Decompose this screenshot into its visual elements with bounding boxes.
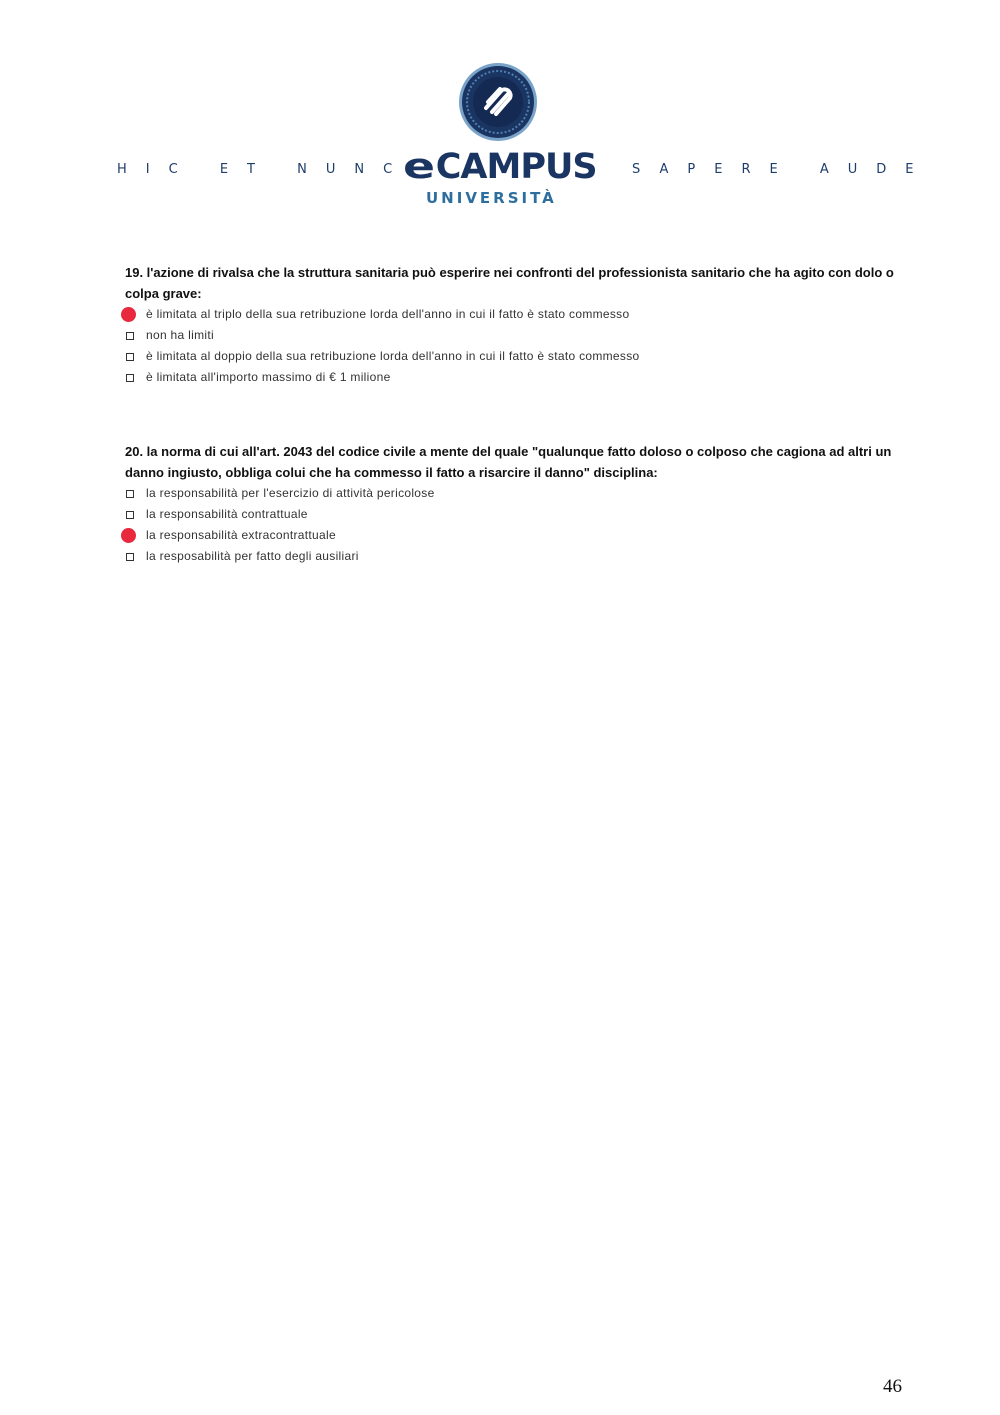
brand-name: CAMPUS xyxy=(435,147,597,187)
unchecked-box-icon xyxy=(125,367,137,388)
question-text: 20. la norma di cui all'art. 2043 del codice civile a mente del quale "qualunque fatto doloso o colposo che cagiona ad altri un danno ingiusto, obbliga colui che ha commesso il fatto a risarcire il danno" disciplina: xyxy=(125,444,892,480)
ecampus-seal-logo xyxy=(458,62,538,142)
motto-left: HIC ET NUNC xyxy=(117,162,412,177)
answer-label: è limitata all'importo massimo di € 1 milione xyxy=(146,370,391,384)
unchecked-box-icon xyxy=(125,325,137,346)
question-1 xyxy=(125,262,930,388)
answer-option[interactable] xyxy=(125,325,930,346)
selected-answer-dot-icon xyxy=(125,525,137,546)
answer-option[interactable] xyxy=(125,546,930,567)
answer-label: è limitata al doppio della sua retribuzione lorda dell'anno in cui il fatto è stato commesso xyxy=(146,349,640,363)
answer-label: la responsabilità extracontrattuale xyxy=(146,528,336,542)
selected-answer-dot-icon xyxy=(125,304,137,325)
answer-option[interactable] xyxy=(125,504,930,525)
answer-option[interactable] xyxy=(125,483,930,504)
answer-option[interactable] xyxy=(125,367,930,388)
answer-label: la resposabilità per fatto degli ausiliari xyxy=(146,549,359,563)
answer-option[interactable] xyxy=(125,525,930,546)
answer-option[interactable] xyxy=(125,304,930,325)
unchecked-box-icon xyxy=(125,346,137,367)
unchecked-box-icon xyxy=(125,546,137,567)
unchecked-box-icon xyxy=(125,504,137,525)
unchecked-box-icon xyxy=(125,483,137,504)
answer-label: non ha limiti xyxy=(146,328,214,342)
brand-prefix: e xyxy=(403,147,434,187)
page-number: 46 xyxy=(883,1376,902,1397)
brand-subtitle: UNIVERSITÀ xyxy=(426,189,557,207)
motto-right: SAPERE AUDE xyxy=(632,162,933,177)
question-2 xyxy=(125,441,930,567)
answer-label: la responsabilità contrattuale xyxy=(146,507,308,521)
answer-label: la responsabilità per l'esercizio di attività pericolose xyxy=(146,486,435,500)
brand-wordmark xyxy=(403,147,597,187)
answer-label: è limitata al triplo della sua retribuzione lorda dell'anno in cui il fatto è stato commesso xyxy=(146,307,630,321)
answer-option[interactable] xyxy=(125,346,930,367)
page-header xyxy=(0,0,1000,230)
question-text: 19. l'azione di rivalsa che la struttura sanitaria può esperire nei confronti del professionista sanitario che ha agito con dolo o colpa grave: xyxy=(125,265,894,301)
